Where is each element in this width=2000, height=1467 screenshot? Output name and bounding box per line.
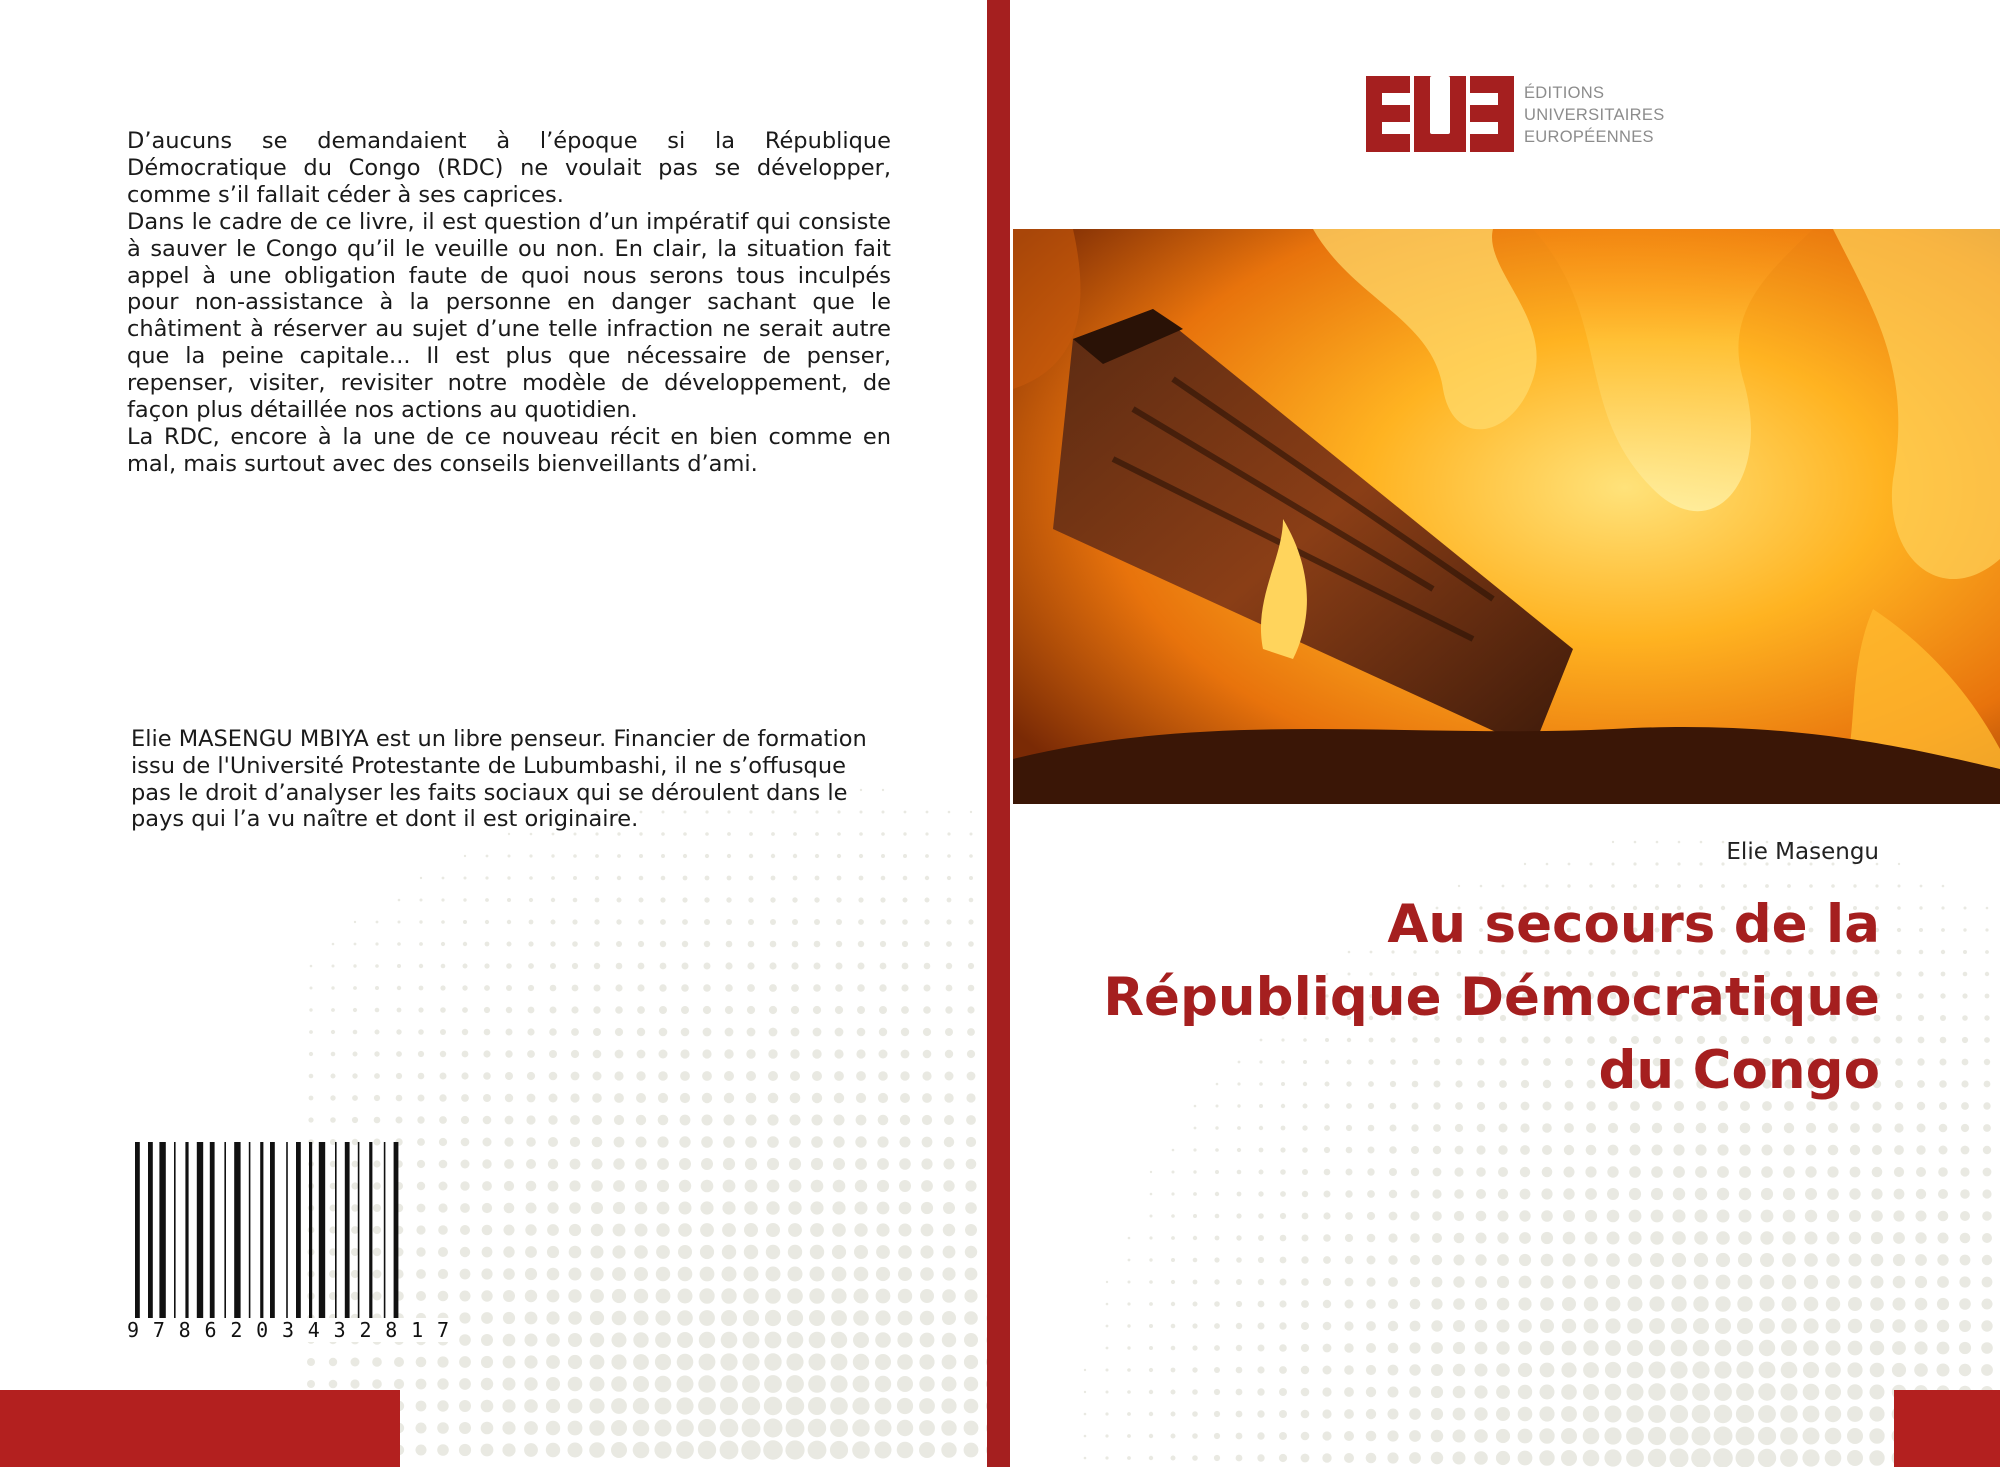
isbn-digit: 3 (281, 1318, 295, 1342)
isbn-digits (127, 1318, 449, 1342)
publisher-line: ÉDITIONS (1524, 84, 1605, 102)
book-title (980, 888, 1880, 1107)
isbn-digit: 8 (385, 1318, 398, 1342)
isbn-digit: 2 (230, 1318, 243, 1342)
isbn-barcode (129, 1142, 459, 1347)
publisher-line: UNIVERSITAIRES (1524, 106, 1665, 124)
isbn-digit: 1 (411, 1318, 424, 1342)
red-accent-bar (1894, 1390, 2000, 1467)
title-line: du Congo (1598, 1040, 1880, 1101)
publisher-name (1524, 82, 1665, 148)
isbn-digit: 3 (333, 1318, 346, 1342)
publisher-logo (1366, 76, 1666, 156)
eue-logo-icon (1366, 76, 1516, 152)
isbn-digit: 8 (178, 1318, 191, 1342)
blurb-paragraph: Dans le cadre de ce livre, il est question d’un impératif qui consiste à sauver le Congo qu’il le veuille ou non. En clair, la situation fait appel à une obligation faute de quoi nous serons tous inculpés pour non-assistance à la personne en danger sachant que le châtiment à réserver au sujet d’une telle infraction ne serait autre que la peine capitale... Il est plus que nécessaire de penser, repenser, visiter, revisiter notre modèle de développement, de façon plus détaillée nos actions au quotidien. (127, 208, 891, 424)
isbn-digit: 7 (436, 1318, 449, 1342)
isbn-digit: 4 (307, 1318, 320, 1342)
fire-cover-image (1013, 229, 2000, 804)
publisher-line: EUROPÉENNES (1524, 128, 1654, 146)
isbn-digit: 7 (152, 1318, 165, 1342)
isbn-digit: 2 (359, 1318, 372, 1342)
blurb-paragraph: D’aucuns se demandaient à l’époque si la République Démocratique du Congo (RDC) ne voulait pas se développer, comme s’il fallait céder à ses caprices. (127, 128, 891, 208)
author-bio: Elie MASENGU MBIYA est un libre penseur. Financier de formation issu de l'Université Protestante de Lubumbashi, il ne s’offusque pas le droit d’analyser les faits sociaux qui se déroulent dans le pays qui l’a vu naître et dont il est originaire. (131, 726, 867, 833)
title-line: Au secours de la (1387, 894, 1880, 955)
isbn-digit: 9 (127, 1318, 140, 1342)
author-name: Elie Masengu (1726, 839, 1879, 865)
back-cover-blurb (127, 128, 891, 478)
book-spine (987, 0, 1010, 1467)
blurb-paragraph: La RDC, encore à la une de ce nouveau récit en bien comme en mal, mais surtout avec des conseils bienveillants d’ami. (127, 423, 891, 477)
title-line: République Démocratique (1103, 967, 1880, 1028)
isbn-digit: 6 (204, 1318, 217, 1342)
isbn-digit: 0 (256, 1318, 269, 1342)
red-accent-bar (0, 1390, 400, 1467)
